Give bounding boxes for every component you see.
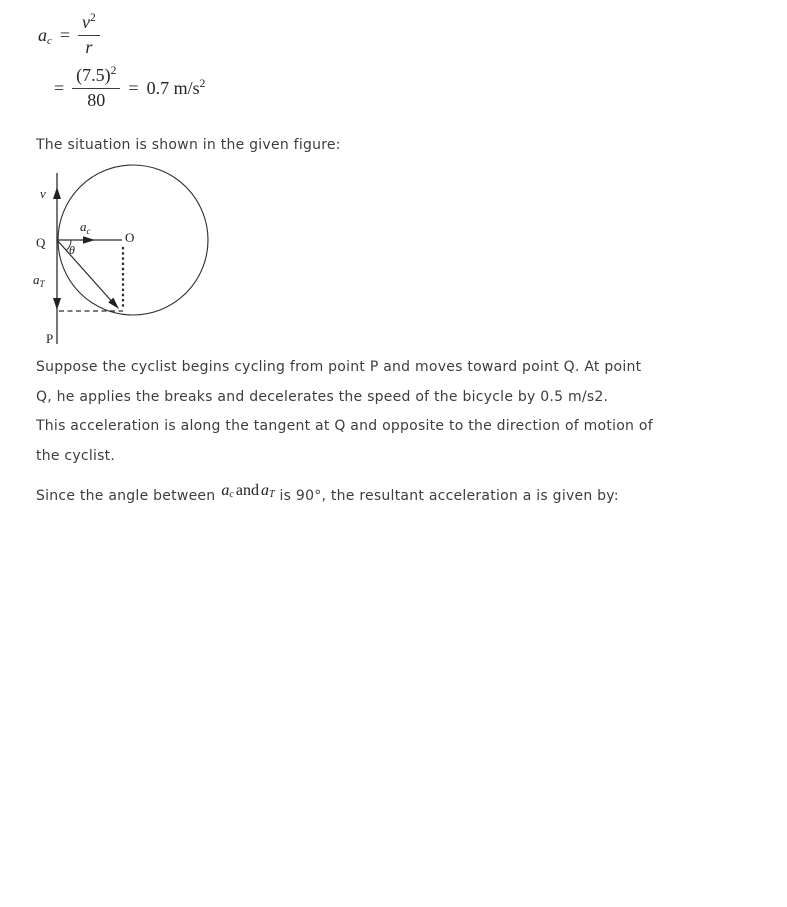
body-text-line: This acceleration is along the tangent at Q and opposite to the direction of motion of: [36, 418, 653, 434]
formula-lhs: [38, 25, 52, 46]
fraction-denominator: 80: [72, 88, 120, 111]
formula-block: [38, 12, 205, 111]
tangential-arrowhead-icon: [53, 298, 61, 310]
fraction-numerator: [72, 65, 120, 88]
equals-sign: =: [54, 77, 65, 98]
tangential-accel-label: $a_T$: [33, 272, 45, 289]
var-a: a: [38, 24, 47, 45]
fraction-denominator: r: [78, 35, 100, 58]
intro-text: The situation is shown in the given figure:: [36, 137, 341, 153]
body-text-line: Q, he applies the breaks and decelerates the speed of the bicycle by 0.5 m/s2.: [36, 389, 609, 405]
var-v-exponent: 2: [90, 12, 96, 24]
fraction-7p5-80: [72, 65, 120, 111]
para3-before-text: Since the angle between: [36, 488, 216, 504]
circular-motion-figure: [28, 158, 228, 358]
formula-line-2: [53, 65, 205, 111]
result-exponent: 2: [199, 77, 206, 90]
formula-line-1: [38, 12, 205, 58]
equals-sign: =: [128, 77, 139, 98]
and-text: and: [235, 482, 259, 499]
body-text-line: the cyclist.: [36, 448, 116, 464]
para3-after-text: is 90°, the resultant acceleration a is given by:: [279, 488, 619, 504]
exponent: 2: [110, 65, 117, 77]
var-v: v: [82, 12, 91, 32]
velocity-label: v: [40, 186, 46, 201]
var-ac-subscript: c: [229, 489, 234, 500]
center-o-label: O: [125, 230, 135, 245]
fraction-v2-r: [78, 12, 100, 58]
var-at: a: [260, 482, 269, 499]
velocity-arrowhead-icon: [53, 187, 61, 199]
centripetal-arrowhead-icon: [83, 236, 95, 244]
point-p-label: P: [46, 331, 54, 346]
centripetal-accel-label: $a_c$: [80, 219, 91, 236]
equals-sign: =: [59, 24, 71, 45]
theta-label: θ: [69, 243, 75, 257]
body-text-line-with-math: [36, 482, 619, 505]
var-ac: a: [221, 482, 230, 499]
value-7p5: (7.5): [76, 65, 111, 85]
formula-result: [147, 78, 206, 99]
body-text-line: Suppose the cyclist begins cycling from point P and moves toward point Q. At point: [36, 359, 642, 375]
inline-math-ac-at: [221, 482, 274, 499]
var-at-subscript: T: [268, 489, 275, 500]
var-a-subscript: c: [47, 34, 52, 47]
result-value: 0.7 m/s: [146, 77, 200, 98]
fraction-numerator: [78, 12, 100, 35]
point-q-label: Q: [36, 235, 46, 250]
